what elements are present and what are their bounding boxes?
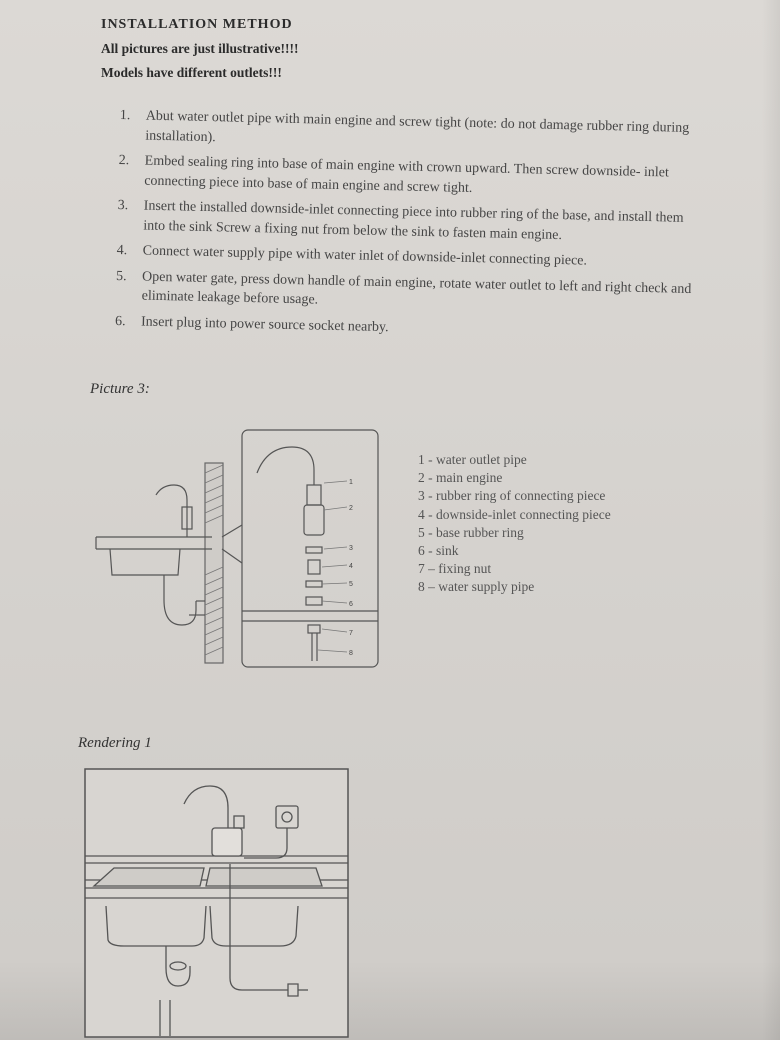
- diagram-label: 3: [349, 545, 353, 552]
- legend-item: 1 - water outlet pipe: [418, 452, 527, 467]
- diagram-label: 2: [349, 505, 353, 512]
- step-number: 1.: [119, 107, 131, 124]
- diagram-label: 6: [349, 601, 353, 608]
- step-number: 5.: [115, 268, 127, 284]
- step-text: Open water gate, press down handle of main engine, rotate water outlet to left and right check and eliminate leakage before usage.: [141, 269, 692, 308]
- outlets-note: Models have different outlets!!!: [101, 65, 282, 80]
- installation-diagram: [92, 425, 384, 675]
- legend-item: 8 – water supply pipe: [418, 579, 535, 595]
- page-edge: [762, 0, 780, 1040]
- step-text: Insert the installed downside-inlet connecting piece into rubber ring of the base, and install them into the sink Screw a fixing nut from below the sink to fasten main engine.: [143, 198, 684, 243]
- step-text: Embed sealing ring into base of main engine with crown upward. Then screw downside- inlet connecting piece into base of main engine and screw tight.: [144, 153, 670, 196]
- legend-item: 3 - rubber ring of connecting piece: [418, 488, 606, 504]
- diagram-label: 8: [349, 650, 353, 657]
- illustrative-note: All pictures are just illustrative!!!!: [101, 41, 299, 56]
- legend-item: 5 - base rubber ring: [418, 524, 524, 540]
- step-text: Connect water supply pipe with water inlet of downside-inlet connecting piece.: [142, 243, 588, 269]
- step-item: [118, 151, 709, 203]
- step-number: 4.: [116, 242, 128, 259]
- picture-3-caption: Picture 3:: [90, 381, 150, 397]
- step-item: [115, 266, 706, 318]
- step-number: 6.: [114, 313, 126, 329]
- diagram-label: 7: [349, 630, 353, 637]
- diagram-label: 5: [349, 581, 353, 588]
- sink-rendering: [84, 768, 350, 1040]
- legend-item: 6 - sink: [418, 543, 459, 559]
- step-text: Insert plug into power source socket nearby.: [140, 314, 389, 335]
- legend-item: 7 – fixing nut: [418, 561, 492, 577]
- step-text: Abut water outlet pipe with main engine and screw tight (note: do not damage rubber ring during installation).: [145, 108, 690, 145]
- legend-item: 4 - downside-inlet connecting piece: [418, 506, 611, 522]
- installation-steps: [115, 106, 710, 350]
- legend-item: 2 - main engine: [418, 470, 503, 486]
- step-item: [117, 196, 708, 248]
- diagram-label: 1: [349, 479, 353, 486]
- step-number: 3.: [117, 197, 129, 214]
- diagram-label: 4: [349, 563, 353, 570]
- section-title: INSTALLATION METHOD: [101, 17, 293, 32]
- header: [101, 13, 298, 85]
- step-number: 2.: [118, 152, 130, 169]
- parts-legend: [418, 451, 611, 597]
- rendering-caption: Rendering 1: [78, 735, 152, 751]
